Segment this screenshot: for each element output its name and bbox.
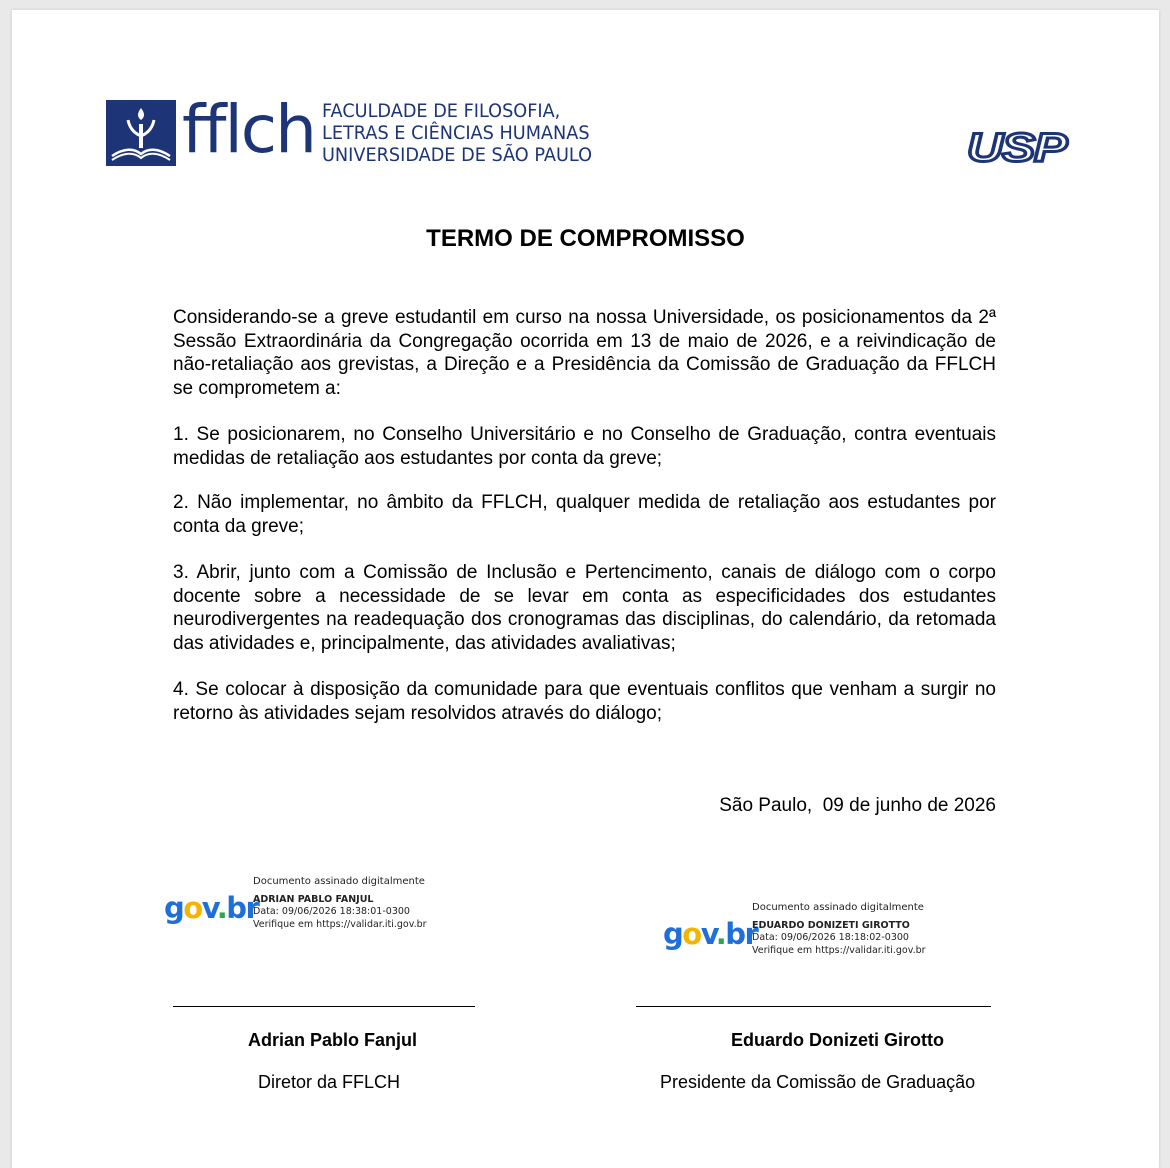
stamp-heading: Documento assinado digitalmente	[752, 902, 924, 913]
document-title: TERMO DE COMPROMISSO	[426, 225, 745, 252]
institution-line-3: UNIVERSIDADE DE SÃO PAULO	[322, 144, 593, 166]
intro-paragraph: Considerando-se a greve estudantil em curso na nossa Universidade, os posicionamentos da 2ª Sessão Extraordinária da Congregação ocorrida em 13 de maio de 2026, e a reivindicação de não-retaliação aos grevistas, a Direção e a Presidência da Comissão de Graduação da FFLCH se comprometem a:	[173, 307, 996, 399]
commitment-item-3: 3. Abrir, junto com a Comissão de Inclusão e Pertencimento, canais de diálogo com o corpo docente sobre a necessidade de se levar em conta as especificidades dos estudantes neurodivergentes na readequação dos cronogramas das disciplinas, do calendário, da retomada das atividades e, principalmente, das atividades avaliativas;	[173, 562, 996, 654]
usp-logo: USP	[967, 126, 1067, 170]
signer-name-2: Eduardo Donizeti Girotto	[731, 1030, 944, 1050]
commitment-item-1: 1. Se posicionarem, no Conselho Universitário e no Conselho de Graduação, contra eventuais medidas de retaliação aos estudantes por conta da greve;	[173, 424, 996, 469]
institution-line-2: LETRAS E CIÊNCIAS HUMANAS	[322, 122, 590, 144]
govbr-logo: gov.br	[164, 891, 259, 925]
stamp-signer-name: EDUARDO DONIZETI GIROTTO	[752, 919, 910, 931]
signature-line-1	[173, 1006, 475, 1007]
signer-role-2: Presidente da Comissão de Graduação	[660, 1072, 976, 1092]
stamp-signer-name: ADRIAN PABLO FANJUL	[253, 893, 374, 905]
stamp-date: Data: 09/06/2026 18:38:01-0300	[253, 906, 410, 917]
signer-role-1: Diretor da FFLCH	[258, 1072, 401, 1092]
stamp-date: Data: 09/06/2026 18:18:02-0300	[752, 932, 909, 943]
fflch-emblem-logo	[106, 100, 176, 166]
place-and-date: São Paulo, 09 de junho de 2026	[719, 795, 996, 816]
stamp-details	[253, 876, 427, 931]
stamp-verify-link[interactable]: Verifique em https://validar.iti.gov.br	[253, 918, 427, 930]
document-page	[12, 10, 1159, 1168]
commitment-item-4: 4. Se colocar à disposição da comunidade para que eventuais conflitos que venham a surgir no retorno às atividades sejam resolvidos através do diálogo;	[173, 679, 996, 724]
institution-line-1: FACULDADE DE FILOSOFIA,	[322, 100, 561, 122]
signature-line-2	[636, 1006, 991, 1007]
govbr-logo: gov.br	[663, 917, 758, 951]
torch-book-icon	[106, 100, 176, 166]
signer-name-1: Adrian Pablo Fanjul	[248, 1030, 418, 1050]
stamp-details	[752, 902, 926, 957]
institution-name	[322, 100, 592, 166]
stamp-verify-link[interactable]: Verifique em https://validar.iti.gov.br	[752, 944, 926, 956]
fflch-wordmark: fflch	[182, 91, 315, 168]
stamp-heading: Documento assinado digitalmente	[253, 876, 425, 887]
commitment-item-2: 2. Não implementar, no âmbito da FFLCH, qualquer medida de retaliação aos estudantes por conta da greve;	[173, 492, 996, 537]
